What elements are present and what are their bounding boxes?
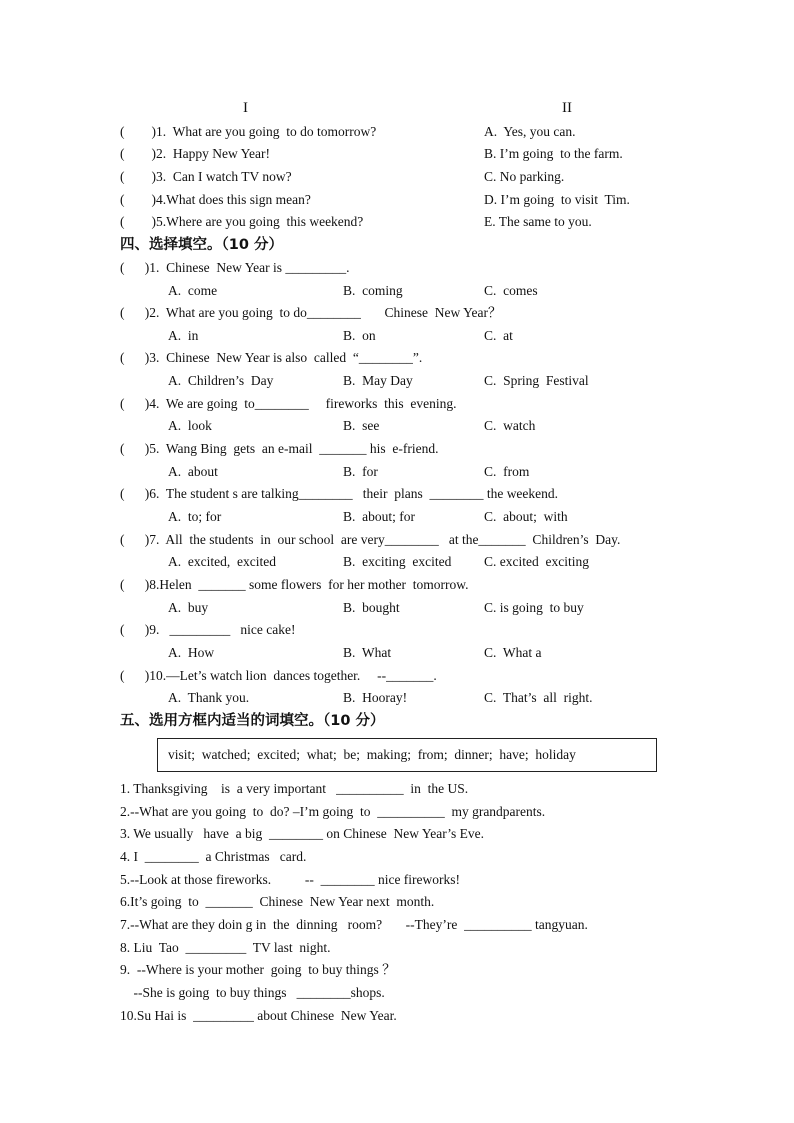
match-question-1: ( )1. What are you going to do tomorrow? (120, 124, 377, 139)
choice-option-10c: C. That’s all right. (484, 690, 593, 705)
fill-line-10: 10.Su Hai is _________ about Chinese New Year. (120, 1008, 397, 1023)
match-answer-d: D. I’m going to visit Tim. (484, 192, 630, 207)
fill-line-9-answer: --She is going to buy things ________shops. (120, 985, 385, 1000)
section-4-heading: 四、选择填空。（10 分） (120, 237, 283, 253)
choice-option-3a: A. Children’s Day (168, 373, 274, 388)
choice-option-5c: C. from (484, 464, 530, 479)
match-question-5: ( )5.Where are you going this weekend? (120, 214, 364, 229)
choice-question-4: ( )4. We are going to________ fireworks this evening. (120, 396, 457, 411)
match-answer-a: A. Yes, you can. (484, 124, 576, 139)
fill-line-7: 7.--What are they doin g in the dinning room? --They’re __________ tangyuan. (120, 917, 588, 932)
match-question-4: ( )4.What does this sign mean? (120, 192, 311, 207)
word-box (157, 738, 657, 772)
match-answer-e: E. The same to you. (484, 214, 592, 229)
choice-option-6b: B. about; for (343, 509, 415, 524)
match-question-2: ( )2. Happy New Year! (120, 146, 270, 161)
choice-option-8b: B. bought (343, 600, 400, 615)
column-heading-2: II (562, 100, 572, 116)
column-heading-1: I (243, 100, 248, 116)
choice-option-2b: B. on (343, 328, 376, 343)
choice-option-5b: B. for (343, 464, 378, 479)
fill-line-3: 3. We usually have a big ________ on Chinese New Year’s Eve. (120, 826, 484, 841)
choice-option-10a: A. Thank you. (168, 690, 250, 705)
choice-option-9a: A. How (168, 645, 215, 660)
match-question-3: ( )3. Can I watch TV now? (120, 169, 292, 184)
match-answer-b: B. I’m going to the farm. (484, 146, 623, 161)
choice-option-8a: A. buy (168, 600, 209, 615)
fill-line-6: 6.It’s going to _______ Chinese New Year next month. (120, 894, 435, 909)
match-answer-c: C. No parking. (484, 169, 565, 184)
choice-option-4b: B. see (343, 418, 380, 433)
fill-line-2: 2.--What are you going to do? –I’m going to __________ my grandparents. (120, 804, 546, 819)
choice-question-6: ( )6. The student s are talking________ their plans ________ the weekend. (120, 486, 559, 501)
choice-option-7c: C. excited exciting (484, 554, 589, 569)
word-box-text: visit; watched; excited; what; be; making; from; dinner; have; holiday (168, 747, 576, 762)
choice-option-4a: A. look (168, 418, 212, 433)
choice-question-7: ( )7. All the students in our school are very________ at the_______ Children’s Day. (120, 532, 621, 547)
choice-option-6c: C. about; with (484, 509, 568, 524)
choice-question-8: ( )8.Helen _______ some flowers for her mother tomorrow. (120, 577, 469, 592)
fill-line-5: 5.--Look at those fireworks. -- ________ nice fireworks! (120, 872, 461, 887)
fill-line-4: 4. I ________ a Christmas card. (120, 849, 307, 864)
choice-question-9: ( )9. _________ nice cake! (120, 622, 296, 637)
choice-option-1b: B. coming (343, 283, 403, 298)
choice-question-5: ( )5. Wang Bing gets an e-mail _______ his e-friend. (120, 441, 439, 456)
choice-question-1: ( )1. Chinese New Year is _________. (120, 260, 350, 275)
fill-line-1: 1. Thanksgiving is a very important __________ in the US. (120, 781, 469, 796)
choice-question-2: ( )2. What are you going to do________ Chinese New Year？ (120, 305, 502, 320)
choice-option-7a: A. excited, excited (168, 554, 276, 569)
choice-option-1c: C. comes (484, 283, 538, 298)
fill-line-8: 8. Liu Tao _________ TV last night. (120, 940, 331, 955)
choice-option-8c: C. is going to buy (484, 600, 584, 615)
fill-line-9: 9. --Where is your mother going to buy things ？ (120, 962, 396, 977)
choice-option-3b: B. May Day (343, 373, 413, 388)
choice-option-4c: C. watch (484, 418, 536, 433)
choice-option-3c: C. Spring Festival (484, 373, 589, 388)
choice-option-5a: A. about (168, 464, 218, 479)
choice-option-9c: C. What a (484, 645, 542, 660)
choice-option-1a: A. come (168, 283, 218, 298)
choice-question-3: ( )3. Chinese New Year is also called “________”. (120, 350, 423, 365)
choice-option-2c: C. at (484, 328, 513, 343)
choice-option-10b: B. Hooray! (343, 690, 408, 705)
choice-question-10: ( )10.—Let’s watch lion dances together. --_______. (120, 668, 437, 683)
choice-option-9b: B. What (343, 645, 392, 660)
section-5-heading: 五、选用方框内适当的词填空。（10 分） (120, 713, 385, 729)
choice-option-6a: A. to; for (168, 509, 222, 524)
choice-option-2a: A. in (168, 328, 199, 343)
choice-option-7b: B. exciting excited (343, 554, 452, 569)
